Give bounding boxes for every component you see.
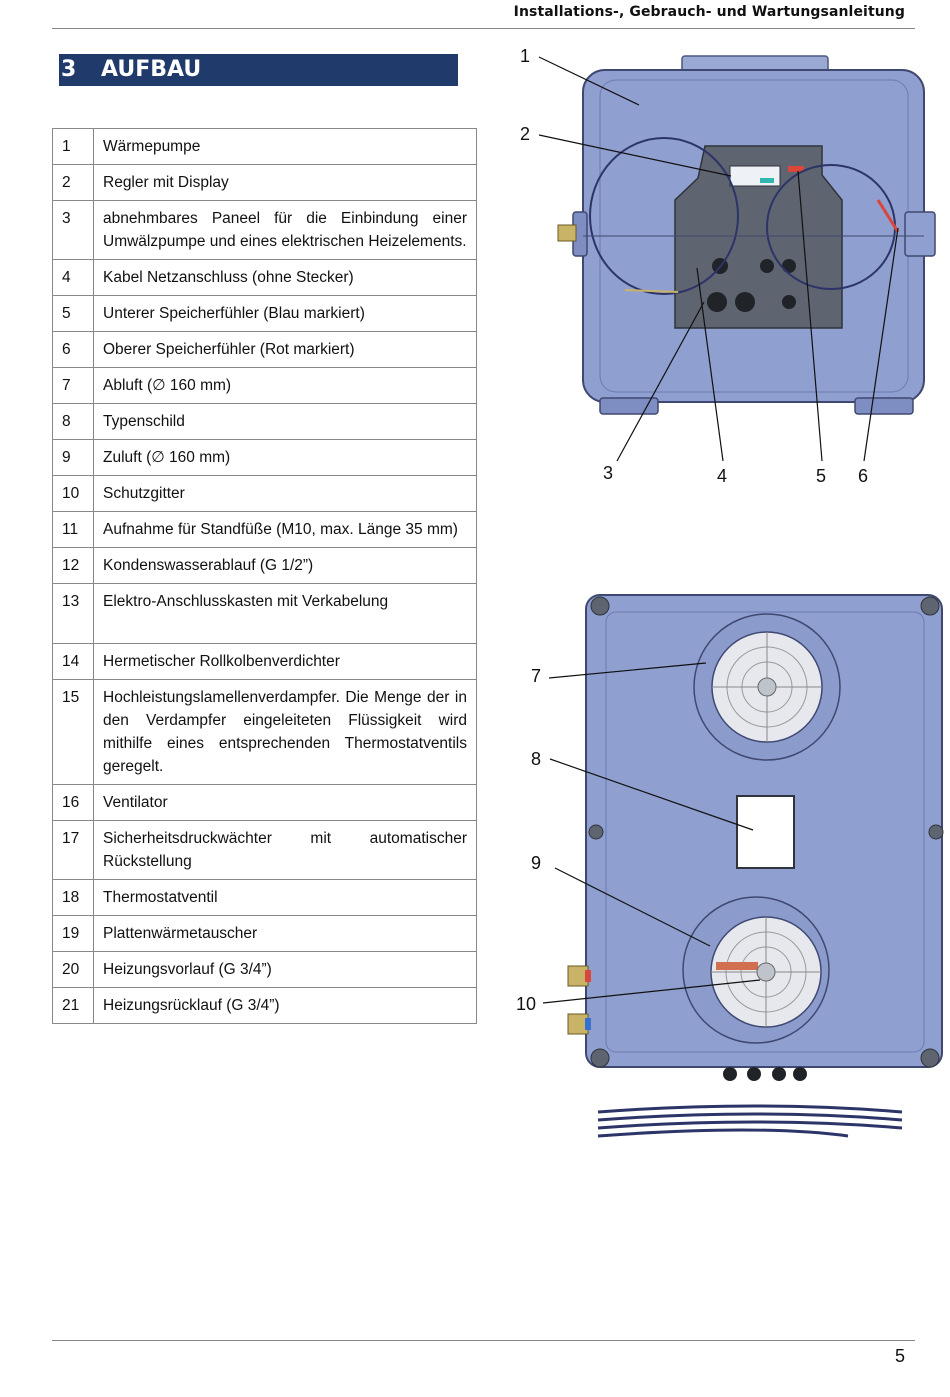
cable-gland-3 [782,259,796,273]
footer-divider [52,1340,915,1341]
foot-left [600,398,658,414]
part-number: 9 [53,440,94,476]
part-description: Kondenswasserablauf (G 1/2”) [94,548,477,584]
part-number: 14 [53,644,94,680]
part-description: Abluft (∅ 160 mm) [94,368,477,404]
part-description: Typenschild [94,404,477,440]
part-description: Kabel Netzanschluss (ohne Stecker) [94,260,477,296]
exhaust-grille-hub [758,678,776,696]
part-number: 5 [53,296,94,332]
part-number: 20 [53,952,94,988]
foot-right [855,398,913,414]
section-title: AUFBAU [101,57,202,82]
part-number: 21 [53,988,94,1024]
page-number: 5 [894,1346,905,1366]
pipe-connection-2 [735,292,755,312]
part-description: Unterer Speicherfühler (Blau markiert) [94,296,477,332]
part-number: 12 [53,548,94,584]
part-number: 19 [53,916,94,952]
part-description: abnehmbares Paneel für die Einbindung einer Umwälzpumpe und eines elektrischen Heizelements. [94,201,477,260]
part-number: 2 [53,165,94,201]
side-bracket-right [905,212,935,256]
corner-screw-br [921,1049,939,1067]
part-description: Zuluft (∅ 160 mm) [94,440,477,476]
callout-2: 2 [520,124,531,144]
part-description: Plattenwärmetauscher [94,916,477,952]
part-description: Sicherheitsdruckwächter mit automatischer Rückstellung [94,821,477,880]
condensate-outlet [558,225,576,241]
front-view-figure [568,595,943,1136]
part-number: 8 [53,404,94,440]
part-number: 1 [53,129,94,165]
part-description: Heizungsvorlauf (G 3/4”) [94,952,477,988]
part-description: Heizungsrücklauf (G 3/4”) [94,988,477,1024]
corner-screw-tr [921,597,939,615]
pipe-connection-1 [707,292,727,312]
sensor-blue-tip [760,178,774,183]
corner-screw-tl [591,597,609,615]
part-number: 4 [53,260,94,296]
callout-10: 10 [516,994,537,1014]
flow-connection-marker [585,970,591,982]
bottom-gland-3 [772,1067,786,1081]
callout-3: 3 [603,463,614,483]
part-description: Thermostatventil [94,880,477,916]
part-number: 13 [53,584,94,644]
part-number: 11 [53,512,94,548]
part-description: Aufnahme für Standfüße (M10, max. Länge 35 mm) [94,512,477,548]
pipe-connection-3 [782,295,796,309]
part-number: 18 [53,880,94,916]
part-description: Hochleistungslamellenverdampfer. Die Menge der in den Verdampfer eingeleiteten Flüssigkeit wird mithilfe eines entsprechenden Thermostatventils geregelt. [94,680,477,785]
cable-gland-2 [760,259,774,273]
part-description: Regler mit Display [94,165,477,201]
part-number: 3 [53,201,94,260]
part-number: 7 [53,368,94,404]
callout-5: 5 [816,466,827,486]
return-connection-marker [585,1018,591,1030]
type-plate [737,796,794,868]
bottom-gland-1 [723,1067,737,1081]
corner-screw-bl [591,1049,609,1067]
part-number: 17 [53,821,94,880]
callout-6: 6 [858,466,869,486]
part-number: 6 [53,332,94,368]
intake-grille-hub [757,963,775,981]
heat-exchanger-coil [716,962,758,970]
part-number: 15 [53,680,94,785]
callout-9: 9 [531,853,542,873]
callout-4: 4 [717,466,728,486]
part-description: Hermetischer Rollkolbenverdichter [94,644,477,680]
coiled-cables [598,1106,902,1136]
part-description: Ventilator [94,785,477,821]
callout-1: 1 [520,46,531,66]
callout-7: 7 [531,666,542,686]
bottom-gland-4 [793,1067,807,1081]
bottom-gland-2 [747,1067,761,1081]
part-number: 10 [53,476,94,512]
side-screw-right [929,825,943,839]
part-number: 16 [53,785,94,821]
part-description: Elektro-Anschlusskasten mit Verkabelung [94,584,477,644]
part-description: Wärmepumpe [94,129,477,165]
side-screw-left [589,825,603,839]
callout-8: 8 [531,749,542,769]
document-header-title: Installations-, Gebrauch- und Wartungsanleitung [513,4,905,20]
part-description: Schutzgitter [94,476,477,512]
part-description: Oberer Speicherfühler (Rot markiert) [94,332,477,368]
section-number: 3 [61,57,77,82]
